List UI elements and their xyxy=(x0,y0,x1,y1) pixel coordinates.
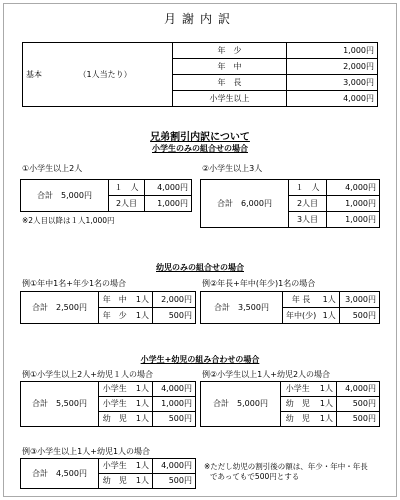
sec3-right-caption: 例②小学生以上1人+幼児2人の場合 xyxy=(202,370,331,379)
who-cell: 幼 児 xyxy=(99,474,131,489)
who-cell: 幼 児 xyxy=(281,412,315,427)
sec3-left-caption: 例①小学生以上2人+幼児１人の場合 xyxy=(22,370,153,379)
fee-grade-cell: 小学生以上 xyxy=(173,91,287,107)
total-cell: 合計 5,000円 xyxy=(21,180,109,212)
who-cell: 2人目 xyxy=(109,196,145,212)
fee-cell: 2,000円 xyxy=(153,292,196,308)
count-cell: 1人 xyxy=(315,397,337,412)
who-cell: 2人目 xyxy=(289,196,327,212)
who-cell: 年 少 xyxy=(99,308,131,324)
sec3-right-table xyxy=(200,381,380,427)
sec1-left-table xyxy=(20,179,192,212)
fee-cell: 500円 xyxy=(153,412,196,427)
who-cell: １ 人 xyxy=(289,180,327,196)
fee-cell: 500円 xyxy=(339,308,379,324)
fee-amount-cell: 3,000円 xyxy=(287,75,378,91)
fee-cell: 4,000円 xyxy=(337,382,380,397)
count-cell: 1人 xyxy=(131,397,153,412)
who-cell: 小学生 xyxy=(281,382,315,397)
fee-per-label: （1人当たり） xyxy=(78,69,132,79)
sec2-right-caption: 例②年長+年中(年少)1名の場合 xyxy=(202,279,316,288)
total-cell: 合計 2,500円 xyxy=(21,292,99,324)
fee-cell: 4,000円 xyxy=(153,459,196,474)
count-cell: 1人 xyxy=(315,412,337,427)
count-cell: 1人 xyxy=(319,292,339,308)
discount-title: 兄弟割引内訳について xyxy=(150,132,250,143)
fee-cell: 500円 xyxy=(153,474,196,489)
total-cell: 合計 5,500円 xyxy=(21,382,99,427)
count-cell: 1人 xyxy=(131,382,153,397)
fee-amount-cell: 2,000円 xyxy=(287,59,378,75)
sec3-heading: 小学生+幼児の組み合わせの場合 xyxy=(140,355,260,364)
fee-cell: 500円 xyxy=(337,397,380,412)
total-cell: 合計 5,000円 xyxy=(201,382,281,427)
fee-cell: 4,000円 xyxy=(153,382,196,397)
fee-cell: 500円 xyxy=(337,412,380,427)
sec1-note: ※2人目以降は１人1,000円 xyxy=(22,216,115,225)
fee-amount-cell: 4,000円 xyxy=(287,91,378,107)
count-cell: 1人 xyxy=(319,308,339,324)
sec1-heading: 小学生のみの組合せの場合 xyxy=(152,144,248,153)
count-cell: 1人 xyxy=(131,412,153,427)
count-cell: 1人 xyxy=(131,308,153,324)
who-cell: 年 中 xyxy=(99,292,131,308)
sec3-bottom-table xyxy=(20,458,196,489)
who-cell: 年中(少) xyxy=(283,308,320,324)
sec2-heading: 幼児のみの組合せの場合 xyxy=(156,263,244,272)
who-cell: 小学生 xyxy=(99,397,131,412)
who-cell: 幼 児 xyxy=(99,412,131,427)
sec2-left-caption: 例①年中1名+年少1名の場合 xyxy=(22,279,127,288)
fee-cell: 4,000円 xyxy=(327,180,380,196)
fee-grade-cell: 年 中 xyxy=(173,59,287,75)
page-title: 月謝内訳 xyxy=(163,12,236,26)
fee-table xyxy=(22,42,378,107)
fee-cell: 1,000円 xyxy=(327,212,380,228)
fee-cell: 4,000円 xyxy=(145,180,192,196)
who-cell: 年 長 xyxy=(283,292,320,308)
total-cell: 合計 3,500円 xyxy=(201,292,283,324)
who-cell: 小学生 xyxy=(99,459,131,474)
sec2-right-table xyxy=(200,291,380,324)
sec3-note-line1: ※ただし幼児の割引後の額は、年少・年中・年長 xyxy=(204,462,368,471)
fee-cell: 1,000円 xyxy=(327,196,380,212)
count-cell: 1人 xyxy=(131,459,153,474)
total-cell: 合計 4,500円 xyxy=(21,459,99,489)
sec2-left-table xyxy=(20,291,196,324)
who-cell: １ 人 xyxy=(109,180,145,196)
fee-amount-cell: 1,000円 xyxy=(287,43,378,59)
fee-cell: 1,000円 xyxy=(153,397,196,412)
fee-basic-label: 基本 xyxy=(26,69,42,79)
sec3-bottom-caption: 例③小学生以上1人+幼児1人の場合 xyxy=(22,447,151,456)
sec1-right-caption: ②小学生以上3人 xyxy=(202,164,263,173)
total-cell: 合計 6,000円 xyxy=(201,180,289,228)
fee-cell: 500円 xyxy=(153,308,196,324)
count-cell: 1人 xyxy=(131,474,153,489)
sec1-left-caption: ①小学生以上2人 xyxy=(22,164,83,173)
fee-cell: 3,000円 xyxy=(339,292,379,308)
count-cell: 1人 xyxy=(315,382,337,397)
sec3-left-table xyxy=(20,381,196,427)
sec1-right-table xyxy=(200,179,380,228)
fee-grade-cell: 年 長 xyxy=(173,75,287,91)
who-cell: 小学生 xyxy=(99,382,131,397)
fee-cell: 1,000円 xyxy=(145,196,192,212)
who-cell: 3人目 xyxy=(289,212,327,228)
fee-grade-cell: 年 少 xyxy=(173,43,287,59)
fee-basic-cell xyxy=(23,43,173,107)
who-cell: 幼 児 xyxy=(281,397,315,412)
sec3-note-line2: であってもで500円とする xyxy=(210,472,300,481)
count-cell: 1人 xyxy=(131,292,153,308)
